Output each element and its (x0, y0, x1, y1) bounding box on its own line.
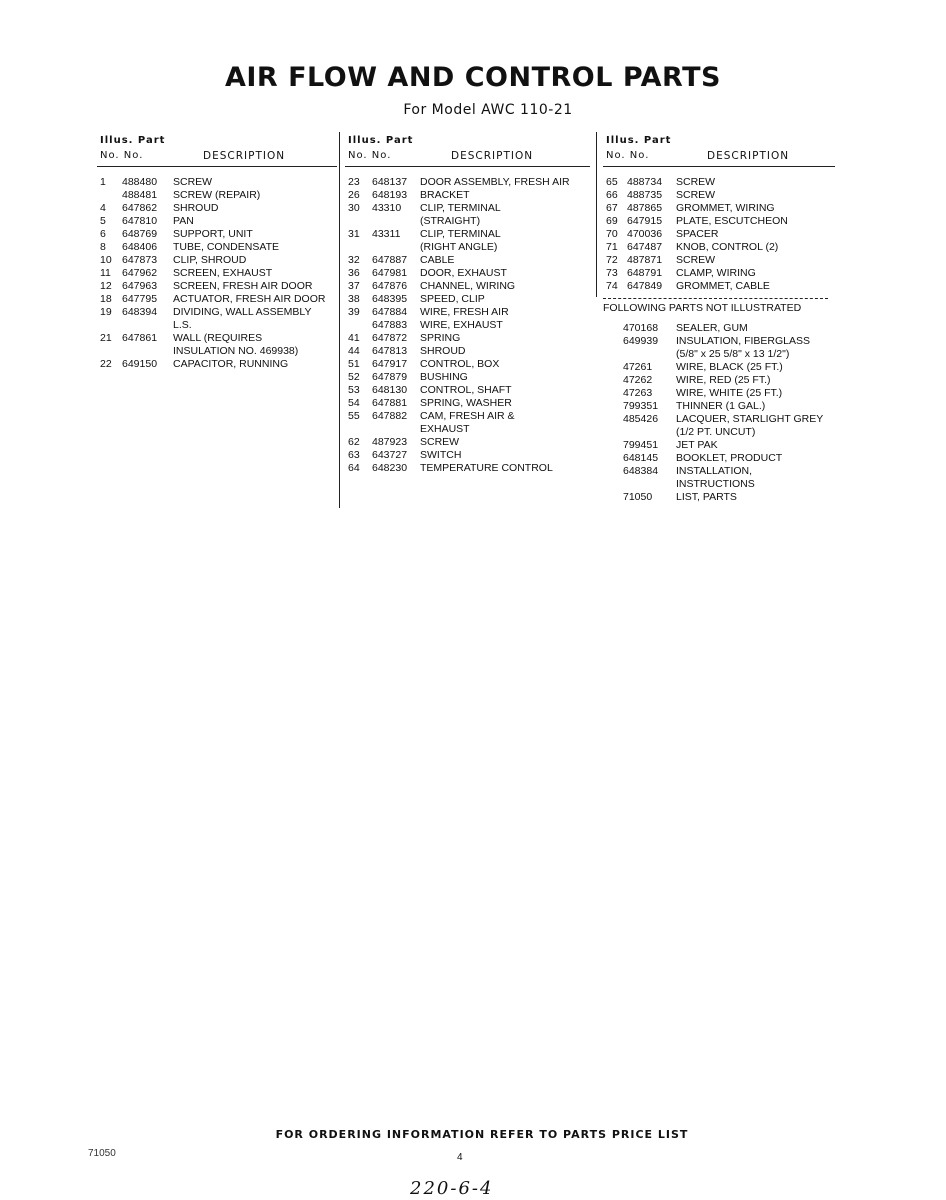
column-header (97, 132, 337, 168)
part-row (97, 176, 337, 189)
illus-number: 18 (100, 293, 112, 305)
part-description: DOOR, EXHAUST (420, 267, 507, 279)
part-row (603, 387, 835, 400)
illus-number: 41 (348, 332, 360, 344)
part-description: SEALER, GUM (676, 322, 748, 334)
part-number: 470036 (627, 228, 663, 240)
part-description: WALL (REQUIRES (173, 332, 263, 344)
part-description: CLIP, SHROUD (173, 254, 247, 266)
part-row (345, 449, 590, 462)
part-description: CLIP, TERMINAL (420, 202, 501, 214)
illus-number: 51 (348, 358, 360, 370)
part-number: 647872 (372, 332, 408, 344)
part-description: SWITCH (420, 449, 462, 461)
part-number: 643727 (372, 449, 408, 461)
model-subtitle: For Model AWC 110-21 (403, 102, 573, 118)
illus-number: 11 (100, 267, 111, 279)
part-row (603, 215, 835, 228)
parts-list (345, 176, 590, 475)
part-description: LIST, PARTS (676, 491, 737, 503)
header-description: DESCRIPTION (203, 150, 286, 162)
part-description: BOOKLET, PRODUCT (676, 452, 783, 464)
part-row (345, 306, 590, 319)
part-row (345, 384, 590, 397)
part-description: DOOR ASSEMBLY, FRESH AIR (420, 176, 570, 188)
illus-number: 67 (606, 202, 618, 214)
part-number: 648145 (623, 452, 659, 464)
part-description: BRACKET (420, 189, 470, 201)
part-description: LACQUER, STARLIGHT GREY (676, 413, 824, 425)
part-number: 647981 (372, 267, 408, 279)
illus-number: 54 (348, 397, 360, 409)
illus-number: 32 (348, 254, 360, 266)
illus-number: 44 (348, 345, 360, 357)
part-row (97, 332, 337, 345)
part-description: (1/2 PT. UNCUT) (676, 426, 756, 438)
part-number: 47261 (623, 361, 653, 373)
part-description: WIRE, FRESH AIR (420, 306, 509, 318)
part-description: PLATE, ESCUTCHEON (676, 215, 788, 227)
part-description: L.S. (173, 319, 192, 331)
parts-column-2 (345, 132, 590, 475)
part-number: 487923 (372, 436, 408, 448)
part-number: 647487 (627, 241, 663, 253)
part-row (97, 241, 337, 254)
part-description: INSULATION NO. 469938) (173, 345, 299, 357)
illus-number: 66 (606, 189, 618, 201)
part-number: 648130 (372, 384, 408, 396)
part-number: 648769 (122, 228, 158, 240)
page-number: 4 (457, 1152, 463, 1163)
part-row (345, 397, 590, 410)
illus-number: 10 (100, 254, 112, 266)
illus-number: 5 (100, 215, 106, 227)
part-row (603, 452, 835, 465)
part-description: SPACER (676, 228, 719, 240)
part-row (345, 241, 590, 254)
part-description: WIRE, EXHAUST (420, 319, 503, 331)
illus-number: 4 (100, 202, 106, 214)
part-number: 647962 (122, 267, 158, 279)
part-row (345, 267, 590, 280)
part-number: 648384 (623, 465, 659, 477)
part-number: 488734 (627, 176, 663, 188)
part-row (603, 374, 835, 387)
part-number: 799351 (623, 400, 659, 412)
part-row (345, 176, 590, 189)
part-number: 43310 (372, 202, 402, 214)
part-number: 647915 (627, 215, 663, 227)
header-no: No. No. (100, 150, 144, 161)
part-description: TEMPERATURE CONTROL (420, 462, 553, 474)
part-number: 488735 (627, 189, 663, 201)
illus-number: 71 (606, 241, 618, 253)
header-illus-part: Illus. Part (100, 135, 166, 146)
part-number: 647873 (122, 254, 158, 266)
part-row (345, 371, 590, 384)
part-number: 47263 (623, 387, 653, 399)
part-row (603, 348, 835, 361)
illus-number: 36 (348, 267, 360, 279)
part-number: 647861 (122, 332, 158, 344)
illus-number: 22 (100, 358, 112, 370)
part-description: SCREW (REPAIR) (173, 189, 261, 201)
part-row (345, 202, 590, 215)
part-row (345, 358, 590, 371)
part-number: 71050 (623, 491, 653, 503)
part-description: CHANNEL, WIRING (420, 280, 516, 292)
part-row (603, 202, 835, 215)
part-row (345, 332, 590, 345)
illus-number: 72 (606, 254, 618, 266)
part-number: 648394 (122, 306, 158, 318)
part-description: THINNER (1 GAL.) (676, 400, 766, 412)
column-header (345, 132, 590, 168)
illus-number: 70 (606, 228, 618, 240)
illus-number: 12 (100, 280, 112, 292)
part-number: 487871 (627, 254, 663, 266)
part-row (97, 280, 337, 293)
part-number: 470168 (623, 322, 659, 334)
part-description: SCREW (676, 254, 716, 266)
part-number: 648230 (372, 462, 408, 474)
part-description: CONTROL, BOX (420, 358, 500, 370)
part-description: CAM, FRESH AIR & (420, 410, 515, 422)
header-no: No. No. (606, 150, 650, 161)
page-title: AIR FLOW AND CONTROL PARTS (224, 62, 722, 93)
part-description: SHROUD (173, 202, 219, 214)
illus-number: 64 (348, 462, 360, 474)
header-description: DESCRIPTION (707, 150, 790, 162)
part-row (97, 293, 337, 306)
column-header (603, 132, 835, 168)
part-row (603, 228, 835, 241)
part-number: 647849 (627, 280, 663, 292)
part-row (603, 176, 835, 189)
part-description: PAN (173, 215, 194, 227)
part-number: 648406 (122, 241, 158, 253)
illus-number: 53 (348, 384, 360, 396)
illus-number: 37 (348, 280, 360, 292)
not-illustrated-heading: FOLLOWING PARTS NOT ILLUSTRATED (603, 302, 802, 314)
part-description: INSTALLATION, (676, 465, 753, 477)
part-row (345, 462, 590, 475)
part-number: 647795 (122, 293, 158, 305)
part-description: (RIGHT ANGLE) (420, 241, 498, 253)
part-row (345, 319, 590, 332)
header-rule (603, 166, 835, 167)
part-row (97, 319, 337, 332)
part-row (345, 189, 590, 202)
part-description: SUPPORT, UNIT (173, 228, 253, 240)
part-number: 648395 (372, 293, 408, 305)
illus-number: 69 (606, 215, 618, 227)
illus-number: 39 (348, 306, 360, 318)
part-description: SPRING (420, 332, 461, 344)
part-row (603, 413, 835, 426)
header-rule (345, 166, 590, 167)
part-description: SCREEN, EXHAUST (173, 267, 273, 279)
part-number: 649150 (122, 358, 158, 370)
header-illus-part: Illus. Part (348, 135, 414, 146)
part-description: SCREW (420, 436, 460, 448)
header-description: DESCRIPTION (451, 150, 534, 162)
part-number: 647883 (372, 319, 408, 331)
part-row (603, 267, 835, 280)
illus-number: 65 (606, 176, 618, 188)
part-description: INSTRUCTIONS (676, 478, 755, 490)
part-number: 647810 (122, 215, 158, 227)
ordering-note: FOR ORDERING INFORMATION REFER TO PARTS PRICE LIST (275, 1128, 689, 1141)
illus-number: 63 (348, 449, 360, 461)
illus-number: 21 (100, 332, 112, 344)
part-description: ACTUATOR, FRESH AIR DOOR (173, 293, 326, 305)
part-number: 647881 (372, 397, 408, 409)
part-row (603, 400, 835, 413)
part-description: TUBE, CONDENSATE (173, 241, 279, 253)
part-row (603, 478, 835, 491)
part-row (97, 358, 337, 371)
illus-number: 19 (100, 306, 112, 318)
part-description: SCREW (676, 189, 716, 201)
parts-column-1 (97, 132, 337, 371)
part-description: JET PAK (676, 439, 718, 451)
part-description: (STRAIGHT) (420, 215, 481, 227)
part-number: 648791 (627, 267, 663, 279)
part-row (345, 215, 590, 228)
part-row (345, 228, 590, 241)
part-number: 488480 (122, 176, 158, 188)
part-description: WIRE, BLACK (25 FT.) (676, 361, 783, 373)
illus-number: 62 (348, 436, 360, 448)
part-row (603, 254, 835, 267)
part-number: 43311 (372, 228, 401, 240)
part-row (97, 215, 337, 228)
part-description: EXHAUST (420, 423, 470, 435)
part-number: 647884 (372, 306, 408, 318)
part-number: 647862 (122, 202, 158, 214)
part-description: CABLE (420, 254, 455, 266)
illus-number: 52 (348, 371, 360, 383)
part-number: 647887 (372, 254, 408, 266)
part-description: SCREEN, FRESH AIR DOOR (173, 280, 313, 292)
part-number: 647813 (372, 345, 408, 357)
part-number: 47262 (623, 374, 653, 386)
handwritten-note: 220-6-4 (410, 1178, 494, 1199)
part-row (603, 361, 835, 374)
column-divider-1 (339, 132, 340, 508)
part-number: 647882 (372, 410, 408, 422)
illus-number: 26 (348, 189, 360, 201)
part-description: WIRE, WHITE (25 FT.) (676, 387, 783, 399)
part-number: 647879 (372, 371, 408, 383)
part-row (603, 322, 835, 335)
part-row (345, 410, 590, 423)
part-description: GROMMET, CABLE (676, 280, 770, 292)
column-divider-2 (596, 132, 597, 297)
part-row (603, 280, 835, 293)
part-description: SCREW (676, 176, 716, 188)
header-illus-part: Illus. Part (606, 135, 672, 146)
part-description: SPEED, CLIP (420, 293, 485, 305)
part-number: 488481 (122, 189, 158, 201)
part-description: (5/8" x 25 5/8" x 13 1/2") (676, 348, 790, 360)
part-description: CONTROL, SHAFT (420, 384, 512, 396)
illus-number: 30 (348, 202, 360, 214)
part-row (345, 423, 590, 436)
illus-number: 55 (348, 410, 360, 422)
part-row (97, 267, 337, 280)
part-row (603, 426, 835, 439)
part-description: DIVIDING, WALL ASSEMBLY (173, 306, 312, 318)
illus-number: 31 (348, 228, 360, 240)
part-number: 647876 (372, 280, 408, 292)
part-row (345, 345, 590, 358)
part-row (603, 465, 835, 478)
part-row (345, 293, 590, 306)
part-row (603, 491, 835, 504)
part-row (97, 345, 337, 358)
part-row (603, 241, 835, 254)
part-number: 799451 (623, 439, 659, 451)
part-description: CAPACITOR, RUNNING (173, 358, 289, 370)
part-number: 485426 (623, 413, 659, 425)
part-row (345, 436, 590, 449)
illus-number: 1 (100, 176, 106, 188)
parts-list (97, 176, 337, 371)
part-row (97, 306, 337, 319)
part-description: WIRE, RED (25 FT.) (676, 374, 771, 386)
part-description: SCREW (173, 176, 213, 188)
part-row (603, 189, 835, 202)
part-description: CLAMP, WIRING (676, 267, 756, 279)
part-row (603, 335, 835, 348)
part-description: SPRING, WASHER (420, 397, 512, 409)
part-number: 648137 (372, 176, 408, 188)
illus-number: 6 (100, 228, 106, 240)
part-description: GROMMET, WIRING (676, 202, 775, 214)
part-description: SHROUD (420, 345, 466, 357)
illus-number: 8 (100, 241, 106, 253)
part-number: 647917 (372, 358, 408, 370)
illus-number: 73 (606, 267, 618, 279)
part-row (97, 202, 337, 215)
part-row (97, 189, 337, 202)
illus-number: 74 (606, 280, 618, 292)
part-description: BUSHING (420, 371, 468, 383)
part-row (603, 439, 835, 452)
header-rule (97, 166, 337, 167)
parts-list (603, 176, 835, 293)
not-illustrated-list (603, 322, 835, 504)
part-description: CLIP, TERMINAL (420, 228, 501, 240)
header-no: No. No. (348, 150, 392, 161)
part-description: KNOB, CONTROL (2) (676, 241, 779, 253)
document-code: 71050 (88, 1148, 116, 1159)
part-description: INSULATION, FIBERGLASS (676, 335, 811, 347)
part-number: 648193 (372, 189, 408, 201)
part-number: 487865 (627, 202, 663, 214)
part-row (345, 280, 590, 293)
part-number: 647963 (122, 280, 158, 292)
part-row (345, 254, 590, 267)
part-row (97, 228, 337, 241)
illus-number: 38 (348, 293, 360, 305)
part-row (97, 254, 337, 267)
illus-number: 23 (348, 176, 360, 188)
parts-column-3 (603, 132, 835, 504)
part-number: 649939 (623, 335, 659, 347)
